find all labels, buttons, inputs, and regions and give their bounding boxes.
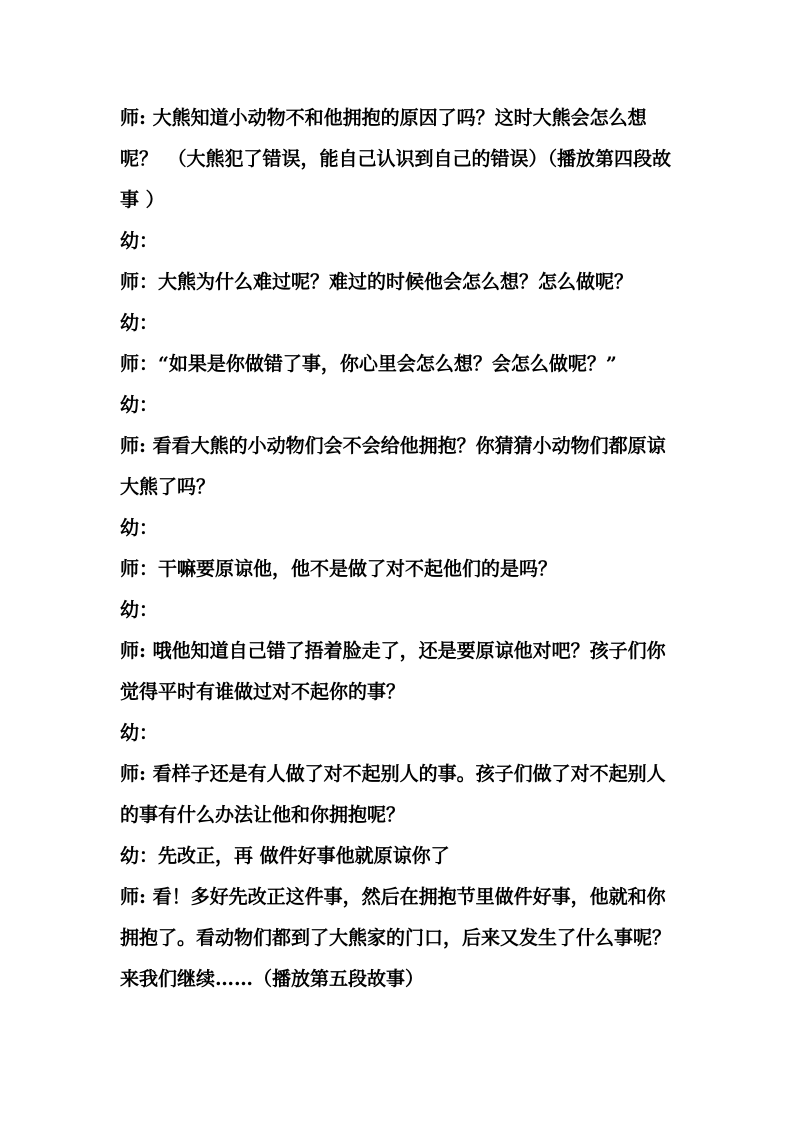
paragraph-child-2: 幼： (120, 312, 159, 334)
paragraph-teacher-3: 师：“如果是你做错了事，你心里会怎么想？会怎么做呢？” (120, 353, 617, 375)
paragraph-child-7: 幼：先改正，再 做件好事他就原谅你了 (120, 845, 450, 867)
paragraph-child-5: 幼： (120, 599, 159, 621)
paragraph-child-4: 幼： (120, 517, 159, 539)
paragraph-teacher-4: 师: 看看大熊的小动物们会不会给他拥抱？你猜猜小动物们都原谅大熊了吗？ (120, 435, 666, 498)
paragraph-child-6: 幼： (120, 722, 159, 744)
paragraph-teacher-1: 师: 大熊知道小动物不和他拥抱的原因了吗？这时大熊会怎么想呢？ （大熊犯了错误，能自己认识到自己的错误）（播放第四段故事 ） (120, 107, 672, 211)
paragraph-teacher-7: 师: 看样子还是有人做了对不起别人的事。孩子们做了对不起别人的事有什么办法让他和你拥抱呢？ (120, 763, 666, 826)
paragraph-child-1: 幼： (120, 230, 159, 252)
paragraph-teacher-6: 师: 哦他知道自己错了捂着脸走了，还是要原谅他对吧？孩子们你觉得平时有谁做过对不起你的事？ (120, 640, 666, 703)
paragraph-teacher-2: 师：大熊为什么难过呢？难过的时候他会怎么想？怎么做呢？ (120, 271, 634, 293)
paragraph-child-3: 幼： (120, 394, 159, 416)
document-body (120, 98, 680, 1000)
paragraph-teacher-5: 师：干嘛要原谅他，他不是做了对不起他们的是吗？ (120, 558, 558, 580)
paragraph-teacher-8: 师: 看！多好先改正这件事，然后在拥抱节里做件好事，他就和你拥抱了。看动物们都到了大熊家的门口，后来又发生了什么事呢？来我们继续……（播放第五段故事） (120, 886, 672, 990)
